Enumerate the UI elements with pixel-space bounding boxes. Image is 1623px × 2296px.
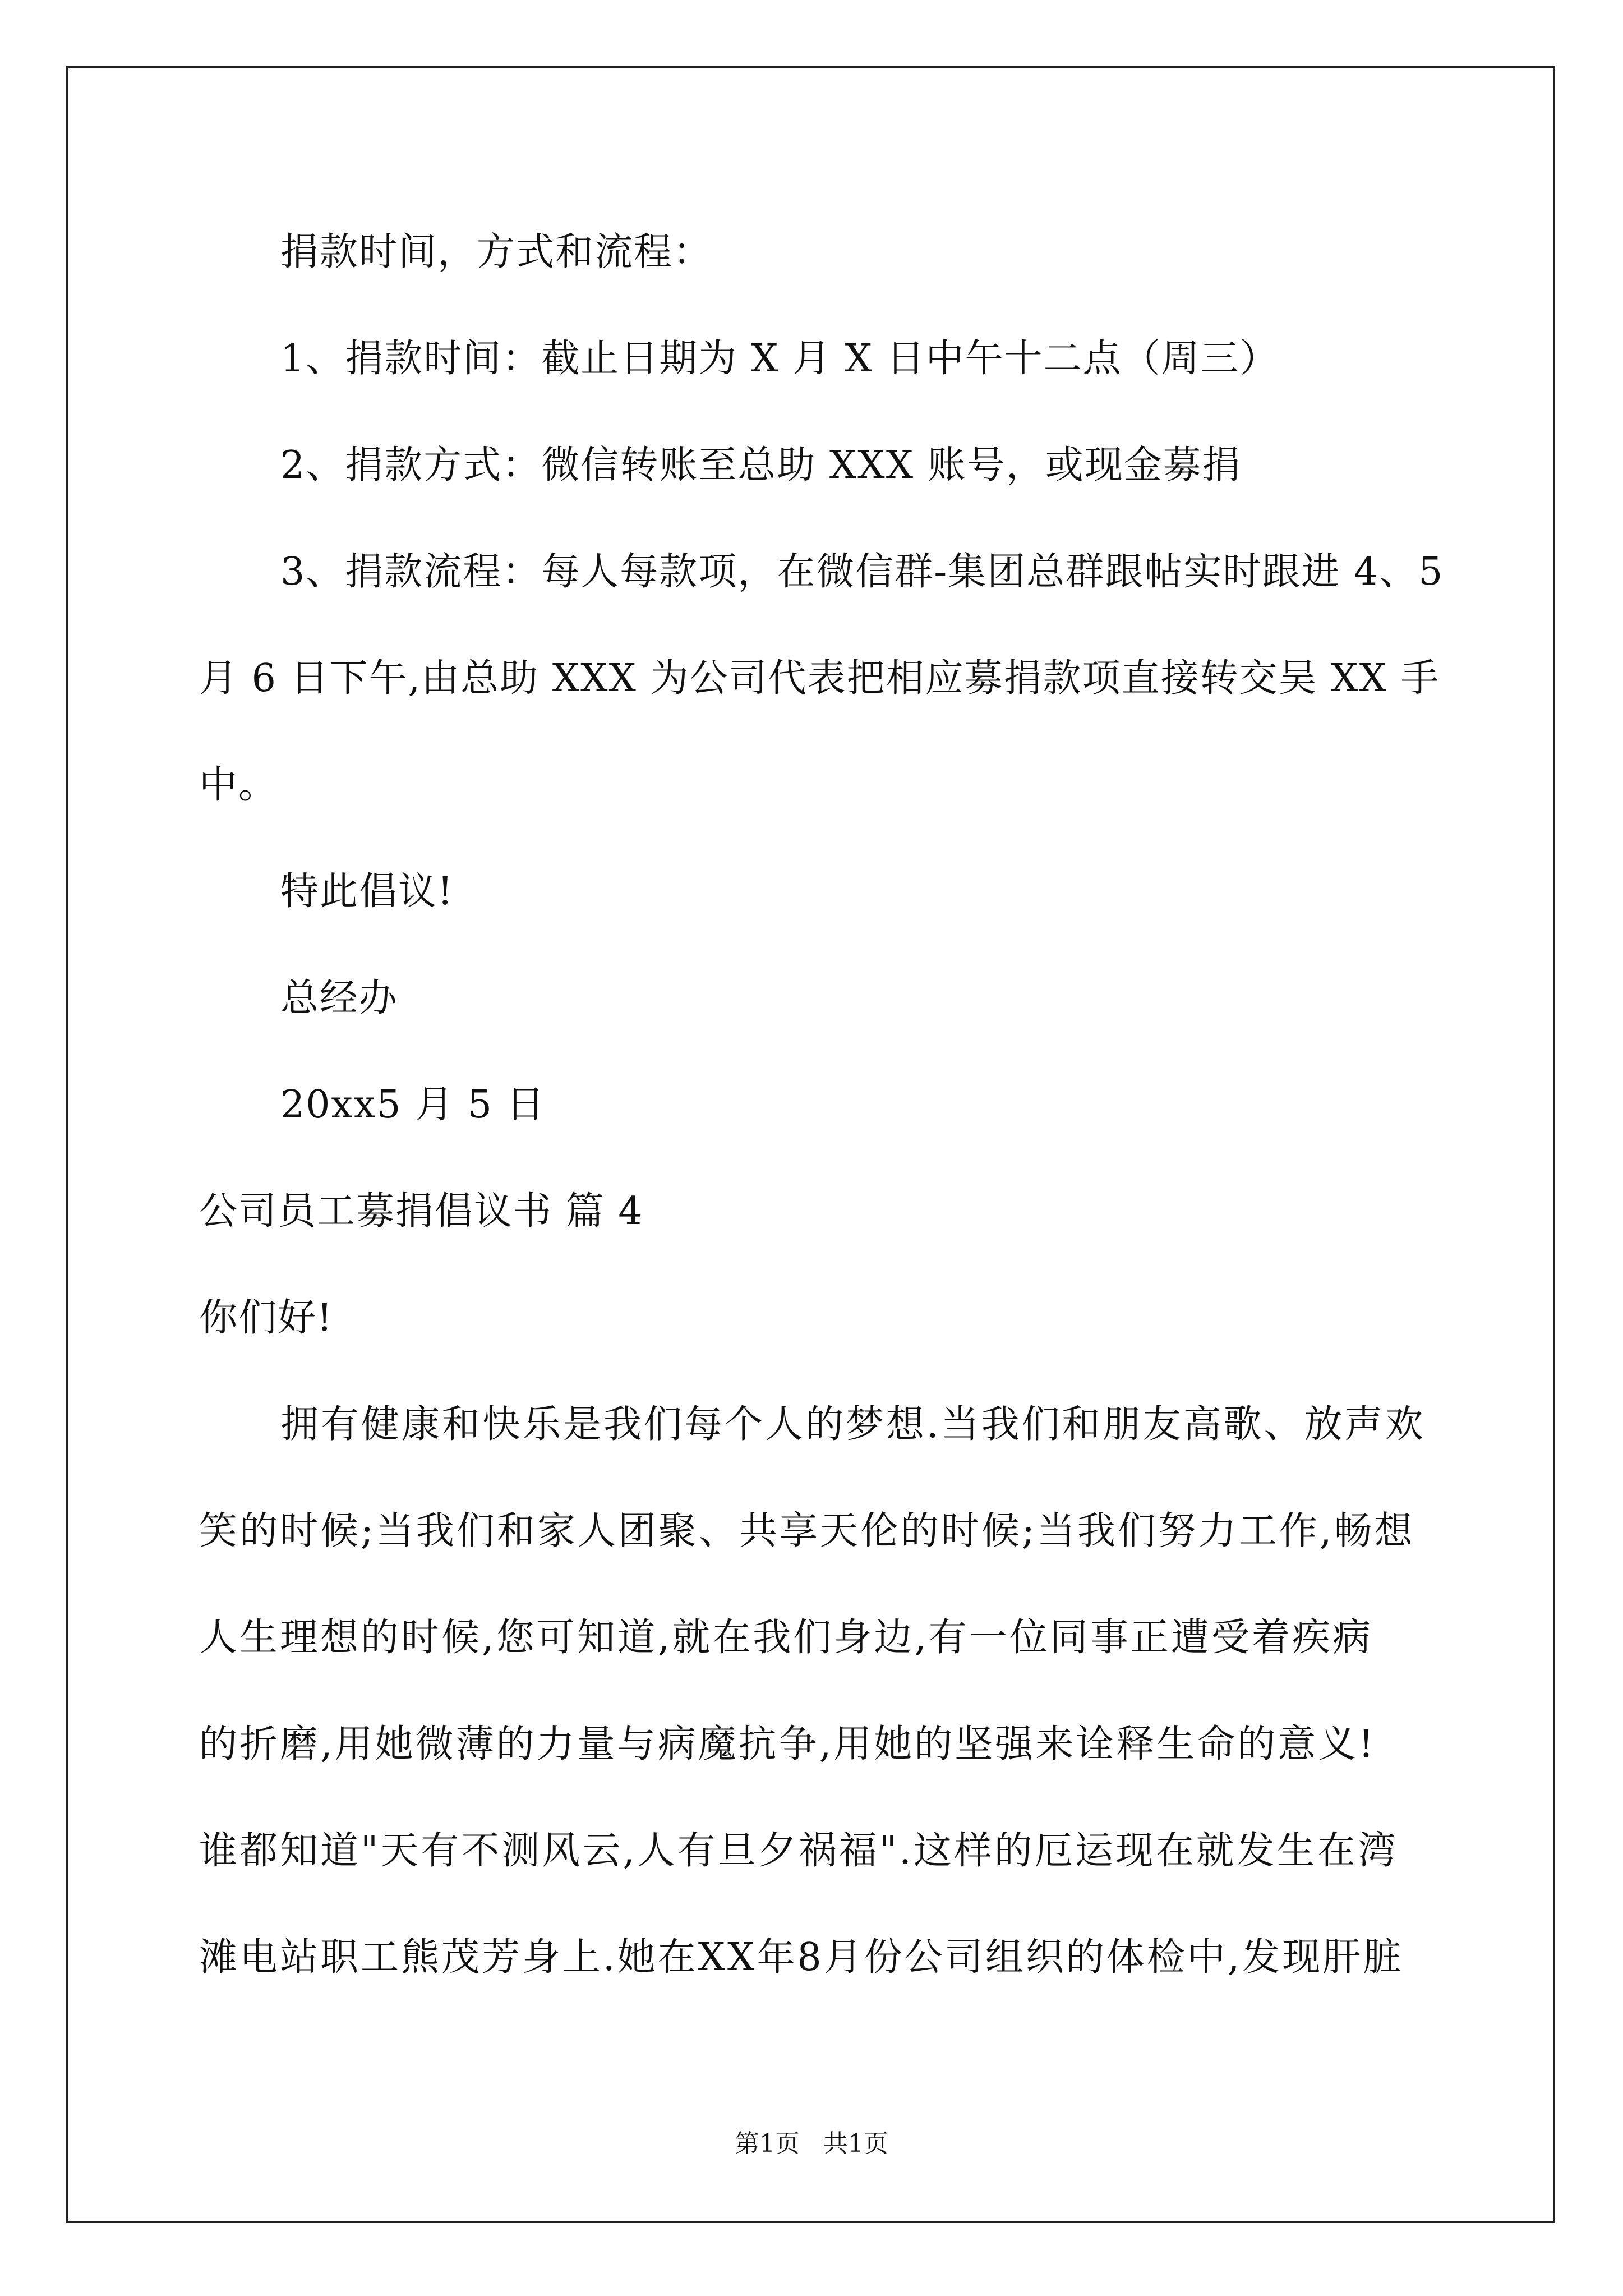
page-footer: 第1页 共1页 xyxy=(735,2129,888,2158)
paragraph-line: 中。 xyxy=(199,763,278,807)
paragraph-line: 月 6 日下午,由总助 XXX 为公司代表把相应募捐款项直接转交吴 XX 手 xyxy=(199,656,1440,701)
list-item: 3、捐款流程：每人每款项，在微信群-集团总群跟帖实时跟进 4、5 xyxy=(280,550,1444,594)
list-item: 1、捐款时间：截止日期为 X 月 X 日中午十二点（周三） xyxy=(280,337,1279,381)
paragraph-line: 滩电站职工熊茂芳身上.她在XX年8月份公司组织的体检中,发现肝脏 xyxy=(199,1935,1404,1980)
list-item: 2、捐款方式：微信转账至总助 XXX 账号，或现金募捐 xyxy=(280,443,1242,487)
greeting: 你们好! xyxy=(199,1296,334,1340)
paragraph-line: 笑的时候;当我们和家人团聚、共享天伦的时候;当我们努力工作,畅想 xyxy=(199,1509,1415,1553)
paragraph-line: 拥有健康和快乐是我们每个人的梦想.当我们和朋友高歌、放声欢 xyxy=(280,1402,1426,1447)
signature-date: 20xx5 月 5 日 xyxy=(280,1083,546,1127)
page-border xyxy=(66,66,1555,2223)
paragraph-line: 人生理想的时候,您可知道,就在我们身边,有一位同事正遭受着疾病 xyxy=(199,1616,1373,1660)
article-title: 公司员工募捐倡议书 篇 4 xyxy=(199,1189,644,1234)
closing-text: 特此倡议! xyxy=(280,869,454,914)
section-heading: 捐款时间，方式和流程： xyxy=(280,230,713,274)
paragraph-line: 的折磨,用她微薄的力量与病魔抗争,用她的坚强来诠释生命的意义! xyxy=(199,1722,1376,1766)
paragraph-line: 谁都知道"天有不测风云,人有旦夕祸福".这样的厄运现在就发生在湾 xyxy=(199,1829,1398,1873)
signature-department: 总经办 xyxy=(280,976,399,1020)
